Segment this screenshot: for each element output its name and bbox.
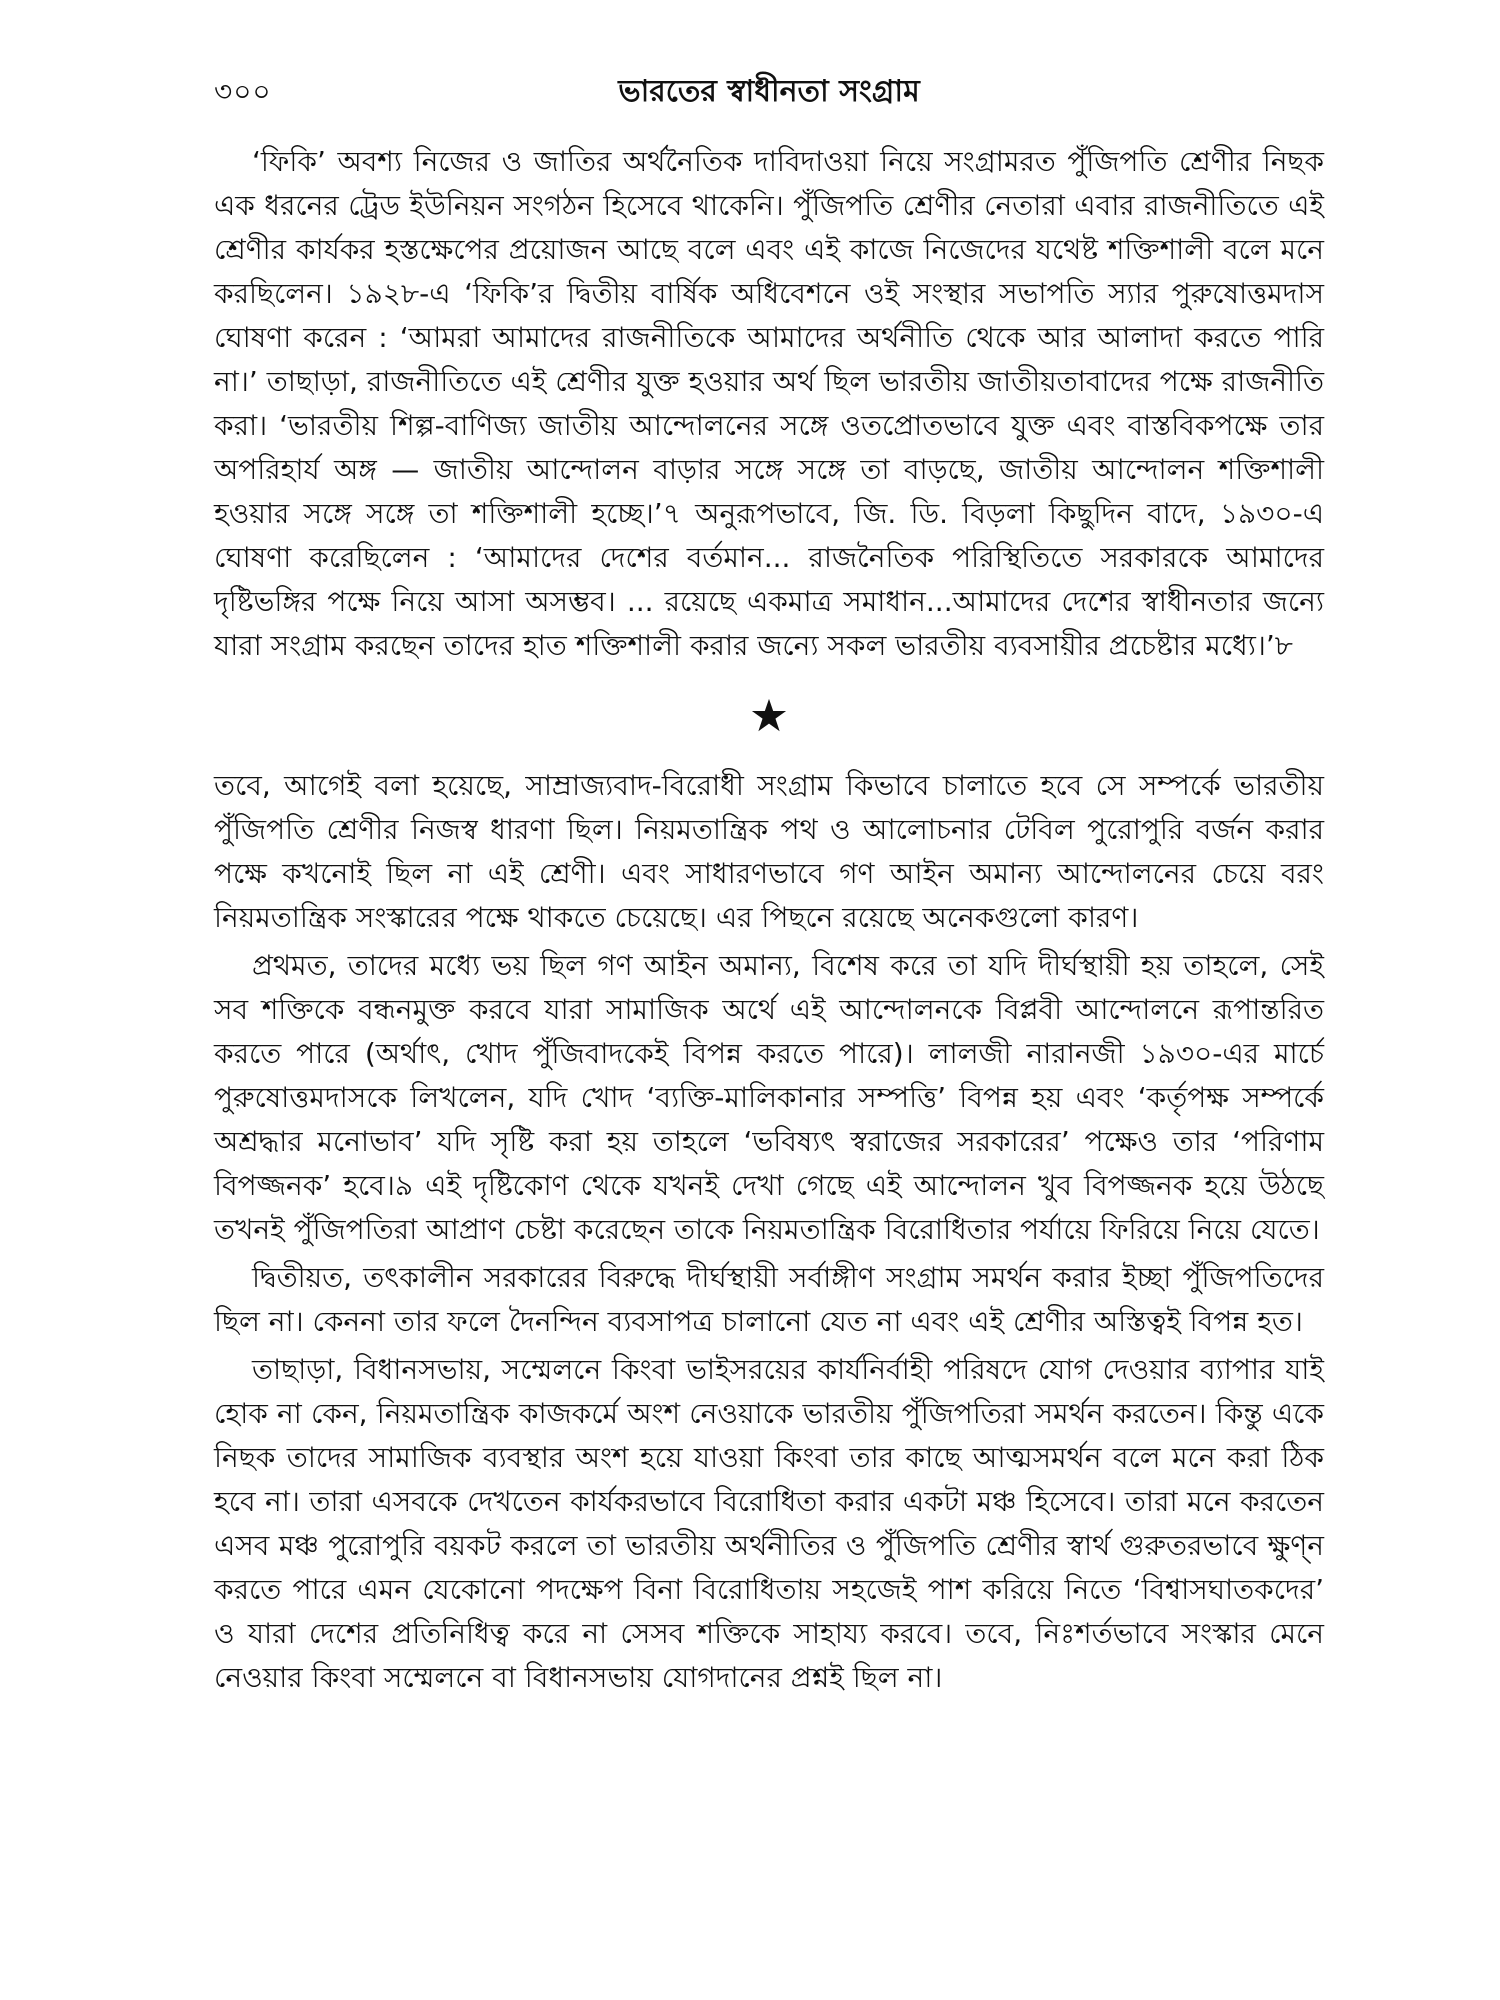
section-separator <box>214 668 1324 764</box>
page-header <box>214 72 1324 122</box>
page-body <box>214 140 1324 1700</box>
page-number: ৩০০ <box>214 75 272 108</box>
paragraph-first-reason: প্রথমত, তাদের মধ্যে ভয় ছিল গণ আইন অমান্য, বিশেষ করে তা যদি দীর্ঘস্থায়ী হয় তাহলে, সেই সব শক্তিকে বন্ধনমুক্ত করবে যারা সামাজিক অর্থে এই আন্দোলনকে বিপ্লবী আন্দোলনে রূপান্তরিত করতে পারে (অর্থাৎ, খোদ পুঁজিবাদকেই বিপন্ন করতে পারে)। লালজী নারানজী ১৯৩০-এর মার্চে পুরুষোত্তমদাসকে লিখলেন, যদি খোদ ‘ব্যক্তি-মালিকানার সম্পত্তি’ বিপন্ন হয় এবং ‘কর্তৃপক্ষ সম্পর্কে অশ্রদ্ধার মনোভাব’ যদি সৃষ্টি করা হয় তাহলে ‘ভবিষ্যৎ স্বরাজের সরকারের’ পক্ষেও তার ‘পরিণাম বিপজ্জনক’ হবে।৯ এই দৃষ্টিকোণ থেকে যখনই দেখা গেছে এই আন্দোলন খুব বিপজ্জনক হয়ে উঠছে তখনই পুঁজিপতিরা আপ্রাণ চেষ্টা করেছেন তাকে নিয়মতান্ত্রিক বিরোধিতার পর্যায়ে ফিরিয়ে নিয়ে যেতে। <box>214 949 1324 1246</box>
paragraph-constitutional-work: তাছাড়া, বিধানসভায়, সম্মেলনে কিংবা ভাইসরয়ের কার্যনির্বাহী পরিষদে যোগ দেওয়ার ব্যাপার যাই হোক না কেন, নিয়মতান্ত্রিক কাজকর্মে অংশ নেওয়াকে ভারতীয় পুঁজিপতিরা সমর্থন করতেন। কিন্তু একে নিছক তাদের সামাজিক ব্যবস্থার অংশ হয়ে যাওয়া কিংবা তার কাছে আত্মসমর্থন বলে মনে করা ঠিক হবে না। তারা এসবকে দেখতেন কার্যকরভাবে বিরোধিতা করার একটা মঞ্চ হিসেবে। তারা মনে করতেন এসব মঞ্চ পুরোপুরি বয়কট করলে তা ভারতীয় অর্থনীতির ও পুঁজিপতি শ্রেণীর স্বার্থ গুরুতরভাবে ক্ষুণ্ন করতে পারে এমন যেকোনো পদক্ষেপ বিনা বিরোধিতায় সহজেই পাশ করিয়ে নিতে ‘বিশ্বাসঘাতকদের’ ও যারা দেশের প্রতিনিধিত্ব করে না সেসব শক্তিকে সাহায্য করবে। তবে, নিঃশর্তভাবে সংস্কার মেনে নেওয়ার কিংবা সম্মেলনে বা বিধানসভায় যোগদানের প্রশ্নই ছিল না। <box>214 1353 1324 1694</box>
running-title: ভারতের স্বাধীনতা সংগ্রাম <box>618 74 920 109</box>
paragraph-ficci-politics: ‘ফিকি’ অবশ্য নিজের ও জাতির অর্থনৈতিক দাবিদাওয়া নিয়ে সংগ্রামরত পুঁজিপতি শ্রেণীর নিছক এক ধরনের ট্রেড ইউনিয়ন সংগঠন হিসেবে থাকেনি। পুঁজিপতি শ্রেণীর নেতারা এবার রাজনীতিতে এই শ্রেণীর কার্যকর হস্তক্ষেপের প্রয়োজন আছে বলে এবং এই কাজে নিজেদের যথেষ্ট শক্তিশালী বলে মনে করছিলেন। ১৯২৮-এ ‘ফিকি’র দ্বিতীয় বার্ষিক অধিবেশনে ওই সংস্থার সভাপতি স্যার পুরুষোত্তমদাস ঘোষণা করেন : ‘আমরা আমাদের রাজনীতিকে আমাদের অর্থনীতি থেকে আর আলাদা করতে পারি না।’ তাছাড়া, রাজনীতিতে এই শ্রেণীর যুক্ত হওয়ার অর্থ ছিল ভারতীয় জাতীয়তাবাদের পক্ষে রাজনীতি করা। ‘ভারতীয় শিল্প-বাণিজ্য জাতীয় আন্দোলনের সঙ্গে ওতপ্রোতভাবে যুক্ত এবং বাস্তবিকপক্ষে তার অপরিহার্য অঙ্গ — জাতীয় আন্দোলন বাড়ার সঙ্গে সঙ্গে তা বাড়ছে, জাতীয় আন্দোলন শক্তিশালী হওয়ার সঙ্গে সঙ্গে তা শক্তিশালী হচ্ছে।’৭ অনুরূপভাবে, জি. ডি. বিড়লা কিছুদিন বাদে, ১৯৩০-এ ঘোষণা করেছিলেন : ‘আমাদের দেশের বর্তমান... রাজনৈতিক পরিস্থিতিতে সরকারকে আমাদের দৃষ্টিভঙ্গির পক্ষে নিয়ে আসা অসম্ভব। ... রয়েছে একমাত্র সমাধান...আমাদের দেশের স্বাধীনতার জন্যে যারা সংগ্রাম করছেন তাদের হাত শক্তিশালী করার জন্যে সকল ভারতীয় ব্যবসায়ীর প্রচেষ্টার মধ্যে।’৮ <box>214 145 1324 662</box>
paragraph-second-reason: দ্বিতীয়ত, তৎকালীন সরকারের বিরুদ্ধে দীর্ঘস্থায়ী সর্বাঙ্গীণ সংগ্রাম সমর্থন করার ইচ্ছা পুঁজিপতিদের ছিল না। কেননা তার ফলে দৈনন্দিন ব্যবসাপত্র চালানো যেত না এবং এই শ্রেণীর অস্তিত্বই বিপন্ন হত। <box>214 1261 1324 1338</box>
paragraph-capitalist-view: তবে, আগেই বলা হয়েছে, সাম্রাজ্যবাদ-বিরোধী সংগ্রাম কিভাবে চালাতে হবে সে সম্পর্কে ভারতীয় পুঁজিপতি শ্রেণীর নিজস্ব ধারণা ছিল। নিয়মতান্ত্রিক পথ ও আলোচনার টেবিল পুরোপুরি বর্জন করার পক্ষে কখনোই ছিল না এই শ্রেণী। এবং সাধারণভাবে গণ আইন অমান্য আন্দোলনের চেয়ে বরং নিয়মতান্ত্রিক সংস্কারের পক্ষে থাকতে চেয়েছে। এর পিছনে রয়েছে অনেকগুলো কারণ। <box>214 769 1324 934</box>
star-icon <box>750 697 788 735</box>
